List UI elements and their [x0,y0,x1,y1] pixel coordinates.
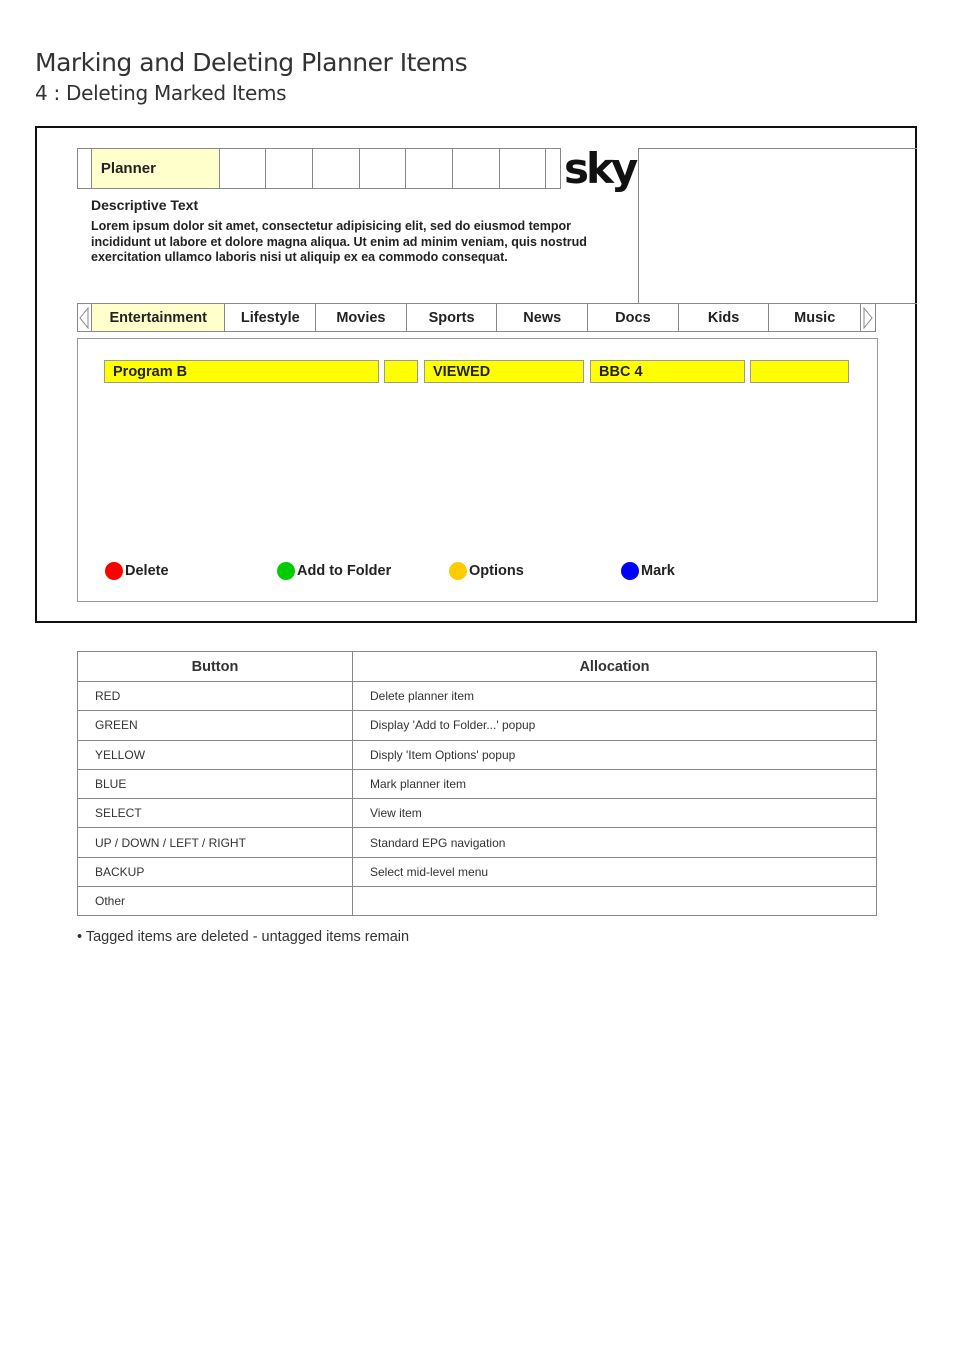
tab-empty[interactable] [406,149,453,188]
button-cell: BLUE [78,769,353,798]
button-cell: UP / DOWN / LEFT / RIGHT [78,828,353,857]
allocation-cell [353,887,877,916]
category-tab-kids[interactable]: Kids [679,304,770,331]
yellow-button-icon [449,562,467,580]
category-left-arrow[interactable] [78,304,92,331]
green-button-icon [277,562,295,580]
table-row [78,828,877,857]
tab-bar-edge [78,149,92,188]
tab-empty[interactable] [360,149,407,188]
planner-tab-bar [77,148,561,189]
description-title: Descriptive Text [91,197,199,213]
document-title: Marking and Deleting Planner Items [35,48,468,77]
tab-planner[interactable]: Planner [92,149,220,188]
table-row [78,887,877,916]
allocation-cell: Delete planner item [353,682,877,711]
button-cell: BACKUP [78,857,353,886]
allocation-cell: Select mid-level menu [353,857,877,886]
blue-button-icon [621,562,639,580]
button-cell: YELLOW [78,740,353,769]
footnote: • Tagged items are deleted - untagged items remain [77,929,410,945]
mark-button[interactable] [621,561,675,581]
tab-empty[interactable] [500,149,547,188]
allocation-cell: Standard EPG navigation [353,828,877,857]
button-cell: Other [78,887,353,916]
button-allocation-table [77,651,877,916]
table-row [78,740,877,769]
category-tab-movies[interactable]: Movies [316,304,407,331]
document-subtitle: 4 : Deleting Marked Items [35,81,287,105]
tab-empty[interactable] [453,149,500,188]
options-button[interactable] [449,561,524,581]
description-body: Lorem ipsum dolor sit amet, consectetur adipisicing elit, sed do eiusmod tempor incididunt ut labore et dolore magna aliqua. Ut enim ad minim veniam, quis nostrud exercitation ullamco laboris nisi ut aliquip ex ea commodo consequat. [91,219,587,264]
sky-logo: sky [564,144,636,193]
table-row [78,799,877,828]
tab-empty[interactable] [313,149,360,188]
header-allocation: Allocation [353,652,877,682]
category-tab-sports[interactable]: Sports [407,304,498,331]
arrow-left-icon [79,307,89,329]
category-tab-lifestyle[interactable]: Lifestyle [225,304,316,331]
table-row [78,682,877,711]
category-tab-docs[interactable]: Docs [588,304,679,331]
table-row [78,711,877,740]
arrow-right-icon [863,307,873,329]
button-cell: GREEN [78,711,353,740]
delete-button[interactable] [105,561,169,581]
allocation-cell: Disply 'Item Options' popup [353,740,877,769]
header-button: Button [78,652,353,682]
program-status-cell[interactable]: VIEWED [424,360,584,383]
allocation-cell: View item [353,799,877,828]
button-cell: RED [78,682,353,711]
table-header-row [78,652,877,682]
tab-bar-edge [546,149,560,188]
button-cell: SELECT [78,799,353,828]
preview-window [638,148,917,304]
category-tab-news[interactable]: News [497,304,588,331]
table-row [78,769,877,798]
category-tab-music[interactable]: Music [769,304,861,331]
program-name-cell[interactable]: Program B [104,360,379,383]
options-button-label: Options [469,563,524,579]
category-bar [77,303,876,332]
mark-button-label: Mark [641,563,675,579]
red-button-icon [105,562,123,580]
tab-empty[interactable] [220,149,267,188]
category-right-arrow[interactable] [861,304,875,331]
allocation-cell: Display 'Add to Folder...' popup [353,711,877,740]
program-channel-cell[interactable]: BBC 4 [590,360,745,383]
program-extra-cell[interactable] [750,360,849,383]
table-row [78,857,877,886]
program-marker-cell[interactable] [384,360,418,383]
allocation-cell: Mark planner item [353,769,877,798]
add-to-folder-button[interactable] [277,561,391,581]
tab-empty[interactable] [266,149,313,188]
delete-button-label: Delete [125,563,169,579]
add-to-folder-button-label: Add to Folder [297,563,392,579]
category-tab-entertainment[interactable]: Entertainment [92,304,226,331]
